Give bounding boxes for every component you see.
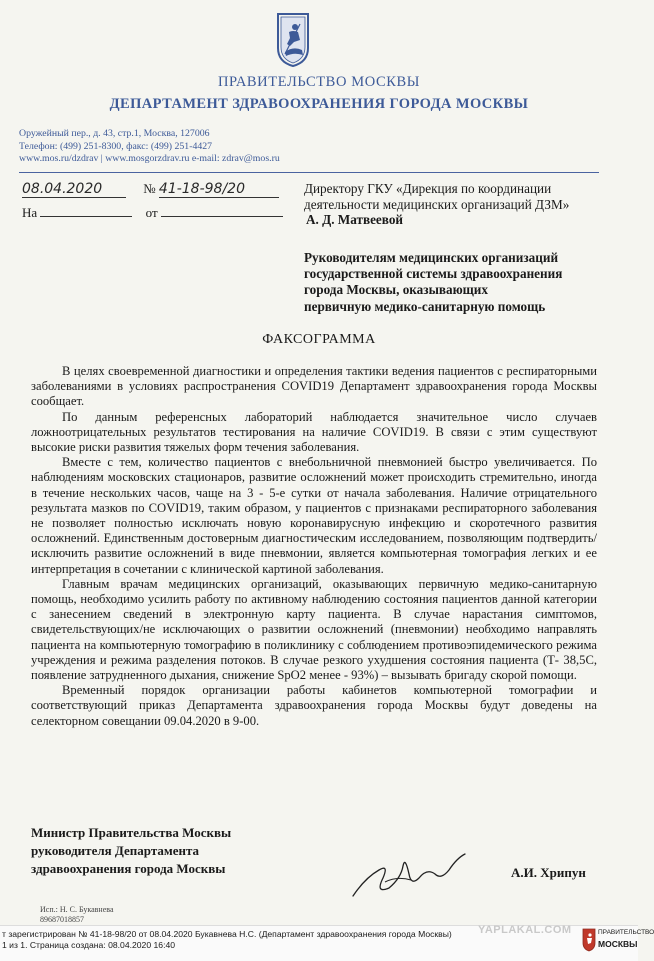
body-paragraph: Вместе с тем, количество пациентов с внебольничной пневмонией быстро увеличивается. По наблюдениям московских стационаров, развитие осложнений может происходить стремительно, иногда в течение нескольких часов, чаще на 3 - 5-е сутки от начала заболевания. Наличие отрицательного результата мазков по COVID19, таким образом, у пациентов с признаками респираторного заболевания не позволяет полностью исключать новую коронавирусную инфекцию и скоротечного развития осложнений. Единственным достоверным диагностическим исследованием, позволяющим подтвердить/исключить развитие осложнений в виде пневмонии, является компьютерная томография легких и ее интерпретация в сочетании с клинической картиной заболевания. [31,455,597,576]
document-type-heading: ФАКСОГРАММА [262,332,376,347]
address: Оружейный пер., д. 43, стр.1, Москва, 127006 [19,128,210,139]
registration-text: т зарегистрирован № 41-18-98/20 от 08.04.2020 Букавнева Н.С. (Департамент здравоохранения города Москвы) [2,929,452,939]
phone-fax: Телефон: (499) 251-8300, факс: (499) 251-4427 [19,140,213,152]
number-label: № [143,181,156,196]
signatory-title [31,824,231,878]
primary-recipient [304,181,614,228]
site-watermark: YAPLAKAL.COM [478,924,572,936]
executor-info [40,905,114,924]
footer-gov-line1: ПРАВИТЕЛЬСТВО [598,929,654,936]
handwritten-signature [345,848,485,903]
recipient-line: первичную медико-санитарную помощь [304,298,546,314]
document-body [31,364,597,729]
web-email: www.mos.ru/dzdrav | www.mosgorzdrav.ru e-mail: zdrav@mos.ru [19,153,280,165]
reply-to-label: На [22,205,38,220]
recipient-line: города Москвы, оказывающих [304,282,488,298]
secondary-recipients [304,250,614,315]
moscow-coat-of-arms-icon [276,10,310,68]
footer-gov-line2: МОСКВЫ [598,939,638,949]
government-title: ПРАВИТЕЛЬСТВО МОСКВЫ [217,74,421,90]
body-paragraph: Главным врачам медицинских организаций, оказывающих первичную медико-санитарную помощь, необходимо усилить работу по активному наблюдению состояния пациентов данной категории с занесением сведений в электронную карту пациента. В случае нарастания симптомов, свидетельствующих/не исключающих о развитии осложнений (пневмонии) необходимо направлять пациента на компьютерную томографию в поликлинику с соблюдением противоэпидемического режима учреждения и режима разделения потоков. В случае резкого ухудшения состояния пациента (Т- 38,5С, появление затрудненного дыхания, снижение SpO2 менее - 93%) – вызывать бригаду скорой помощи. [31,576,597,683]
signatory-title-line: Министр Правительства Москвы [31,825,232,840]
registration-fields [22,181,292,223]
executor-name: Исп.: Н. С. Букавнева [40,905,114,914]
contacts-block [19,128,280,166]
footer-emblem-icon [582,928,596,952]
signatory-title-line: руководителя Департамента [31,843,200,858]
body-paragraph: Временный порядок организации работы кабинетов компьютерной томографии и соответствующий приказ Департамента здравоохранения города Москвы будут доведены на селекторном совещании 09.04.2020 в 9-00. [31,683,597,728]
recipient-name: А. Д. Матвеевой [306,212,404,227]
signatory-title-line: здравоохранения города Москвы [31,861,226,876]
reply-to-field [40,202,132,217]
reply-from-label: от [145,205,158,220]
body-paragraph: По данным референсных лабораторий наблюдается значительное число случаев ложноотрицательных результатов тестирования на наличие COVID19. В связи с этим существуют высокие риски развития тяжелых форм течения заболевания. [31,409,597,455]
number-field: 41-18-98/20 [159,181,279,198]
recipient-line: Директору ГКУ «Дирекция по координации [304,181,552,196]
body-paragraph: В целях своевременной диагностики и определения тактики ведения пациентов с респираторными заболеваниями в условиях распространения COVID19 Департамент здравоохранения города Москвы сообщает. [31,364,597,409]
reply-from-field [161,202,283,217]
recipient-line: Руководителям медицинских организаций [304,250,559,265]
signer-name: А.И. Хрипун [511,865,586,880]
department-title: ДЕПАРТАМЕНТ ЗДРАВООХРАНЕНИЯ ГОРОДА МОСКВЫ [109,96,529,112]
page-created-text: 1 из 1. Страница создана: 08.04.2020 16:40 [2,940,176,950]
header-divider [19,172,599,173]
date-field: 08.04.2020 [22,181,126,198]
recipient-line: государственной системы здравоохранения [304,266,563,282]
recipient-line: деятельности медицинских организаций ДЗМ» [304,196,570,212]
executor-phone: 89687018857 [40,914,84,924]
